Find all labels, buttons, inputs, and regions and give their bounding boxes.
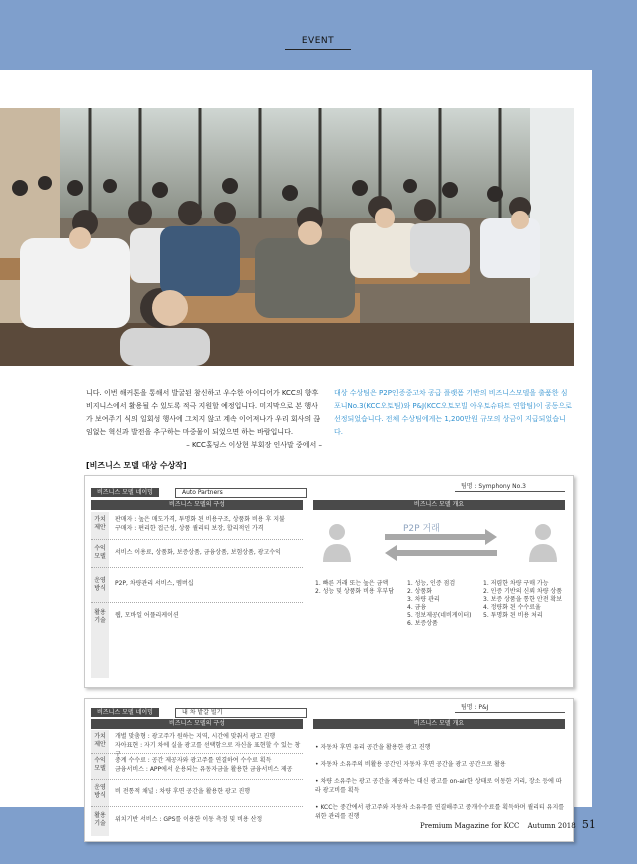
row-text-value: 개별 맞춤형 : 광고주가 원하는 지역, 시간에 맞춰서 광고 진행 자아표현 : 자기 차에 실을 광고를 선택함으로 자신을 표현할 수 있는 창구 — [115, 733, 301, 758]
seller-person-icon — [323, 524, 351, 562]
row-label-revenue: 수익모델 — [94, 545, 106, 560]
seller-list-item: 2. 성능 및 상품화 비용 후부담 — [315, 588, 395, 595]
overview-bullet: • KCC는 중간에서 광고주와 자동차 소유주를 연결해주고 중개수수료를 획득하며 퀄리티 유지를 위한 관리를 진행 — [315, 804, 565, 820]
lead-left: 니다. 이번 해커톤을 통해서 발굴된 참신하고 우수한 아이디어가 KCC의 향후 비지니스에서 활용될 수 있도록 적극 지원할 예정입니다. 미지막으로 본 행사가 보여주기 식의 일회성 행사에 그치지 않고 계속 이어져나가 우리 회사의 끊임없는 혁신과 발전을 추구하는 마중물이 되었으면 하는 바람입니다. – KCC홀딩스 이상현 부회장 인사말 중에서 – — [86, 387, 322, 452]
section-tag-underline — [285, 49, 351, 50]
row-label-operation: 운영방식 — [94, 784, 106, 799]
p2p-diagram — [315, 514, 565, 574]
team-underline — [455, 712, 565, 713]
composition-header: 비즈니스 모델의 구성 — [91, 500, 303, 510]
buyer-list-item: 2. 인증 기반의 신뢰 차량 상품 — [483, 588, 563, 595]
row-text-value: 판매자 : 높은 매도가격, 투명화 된 비용구조, 상품화 비용 후 지불 구매자 : 편리한 접근성, 상품 퀄리티 보장, 합리적인 가격 — [115, 516, 285, 532]
seminar-photo-illustration — [0, 108, 574, 366]
overview-bullet: • 자동차 소유주의 비활용 공간인 자동차 후면 공간을 광고 공간으로 활용 — [315, 761, 506, 768]
naming-value: Auto Partners — [175, 488, 307, 498]
row-label-revenue: 수익모델 — [94, 757, 106, 772]
naming-label: 비즈니스 모델 네이밍 — [91, 708, 159, 717]
row-text-tech: 위치기반 서비스 : GPS를 이용한 이동 측정 및 비용 산정 — [115, 816, 263, 823]
buyer-person-icon — [529, 524, 557, 562]
buyer-list-item: 3. 보증 상품을 통한 안전 확보 — [483, 596, 563, 603]
row-text-revenue: 서비스 이용료, 상품화, 보증상품, 금융상품, 보험상품, 광고수익 — [115, 549, 281, 556]
platform-list-item: 5. 정보제공(네비게이터) — [407, 612, 472, 619]
row-separator — [91, 753, 303, 754]
row-separator — [91, 539, 303, 540]
row-label-column — [91, 512, 109, 678]
row-separator — [91, 567, 303, 568]
buyer-list-item: 4. 정량화 된 수수료율 — [483, 604, 541, 611]
row-text-operation: P2P, 차량관리 서비스, 멤버십 — [115, 580, 194, 587]
row-label-tech: 활용기술 — [94, 812, 106, 827]
buyer-list-item: 1. 저렴한 차량 구매 가능 — [483, 580, 549, 587]
composition-header: 비즈니스 모델의 구성 — [91, 719, 303, 729]
page-number: 51 — [581, 818, 596, 831]
overview-bullet: • 자동차 후면 유리 공간을 활용한 광고 진행 — [315, 744, 431, 751]
business-model-card-1 — [84, 475, 574, 688]
row-separator — [91, 602, 303, 603]
row-separator — [91, 779, 303, 780]
seller-list — [315, 580, 407, 596]
exchange-arrows-icon — [385, 529, 497, 561]
platform-list-item: 4. 금융 — [407, 604, 427, 611]
naming-label: 비즈니스 모델 네이밍 — [91, 488, 159, 497]
magazine-name: Premium Magazine for KCC — [420, 822, 520, 830]
page-footer — [420, 818, 596, 831]
row-label-operation: 운영방식 — [94, 577, 106, 592]
overview-header: 비즈니스 모델 개요 — [313, 500, 565, 510]
buyer-list-item: 5. 투명화 된 비용 처리 — [483, 612, 543, 619]
platform-list-item: 1. 성능, 인증 점검 — [407, 580, 456, 587]
naming-value: 내 차 밭갈 빌기 — [175, 708, 307, 718]
overview-bullets — [315, 743, 565, 829]
platform-list-item: 3. 차량 관리 — [407, 596, 440, 603]
team-label: 팀명 : P&J — [461, 704, 489, 711]
row-separator — [91, 806, 303, 807]
platform-list — [407, 580, 483, 628]
seller-list-item: 1. 빠른 거래 또는 높은 금액 — [315, 580, 389, 587]
season: Autumn 2018 — [527, 822, 576, 830]
platform-list-item: 6. 보증상품 — [407, 620, 438, 627]
team-underline — [455, 491, 565, 492]
row-text-tech: 웹, 모바일 어플리케이션 — [115, 612, 179, 619]
lead-quote: – KCC홀딩스 이상현 부회장 인사말 중에서 – — [186, 441, 322, 449]
lead-right: 대상 수상팀은 P2P인증중고차 공급 플랫폼 기반의 비즈니스모델을 출품한 심포니No.3(KCC오토팀)와 P&J(KCC오토모빌 아우토슈타트 연합팀)이 공동으로 선정되었습니다. 전체 수상팀에게는 1,200만원 규모의 상금이 지급되었습니다. — [334, 389, 572, 436]
row-text-revenue: 중계 수수료 : 공간 제공자와 광고주를 연결하여 수수료 획득 금융서비스 : APP에서 운용되는 유동자금을 활용한 금융서비스 제공 — [115, 757, 293, 773]
section-tag: EVENT — [285, 36, 351, 46]
seminar-photo — [0, 108, 574, 366]
overview-bullet: • 차량 소유주는 광고 공간을 제공하는 대신 광고를 on-air한 상태로 이동한 거리, 장소 등에 따라 광고비를 획득 — [315, 778, 562, 794]
buyer-list — [483, 580, 569, 620]
overview-header: 비즈니스 모델 개요 — [313, 719, 565, 729]
section-title: [비즈니스 모델 대상 수상작] — [86, 461, 187, 470]
row-label-value: 가치제안 — [94, 516, 106, 531]
row-text-operation: 비 전통적 채널 : 차량 후면 공간을 활용한 광고 진행 — [115, 788, 251, 795]
team-label: 팀명 : Symphony No.3 — [461, 483, 526, 490]
p2p-label: P2P 거래 — [403, 524, 440, 534]
platform-list-item: 2. 상품화 — [407, 588, 433, 595]
row-label-value: 가치제안 — [94, 733, 106, 748]
row-label-tech: 활용기술 — [94, 609, 106, 624]
